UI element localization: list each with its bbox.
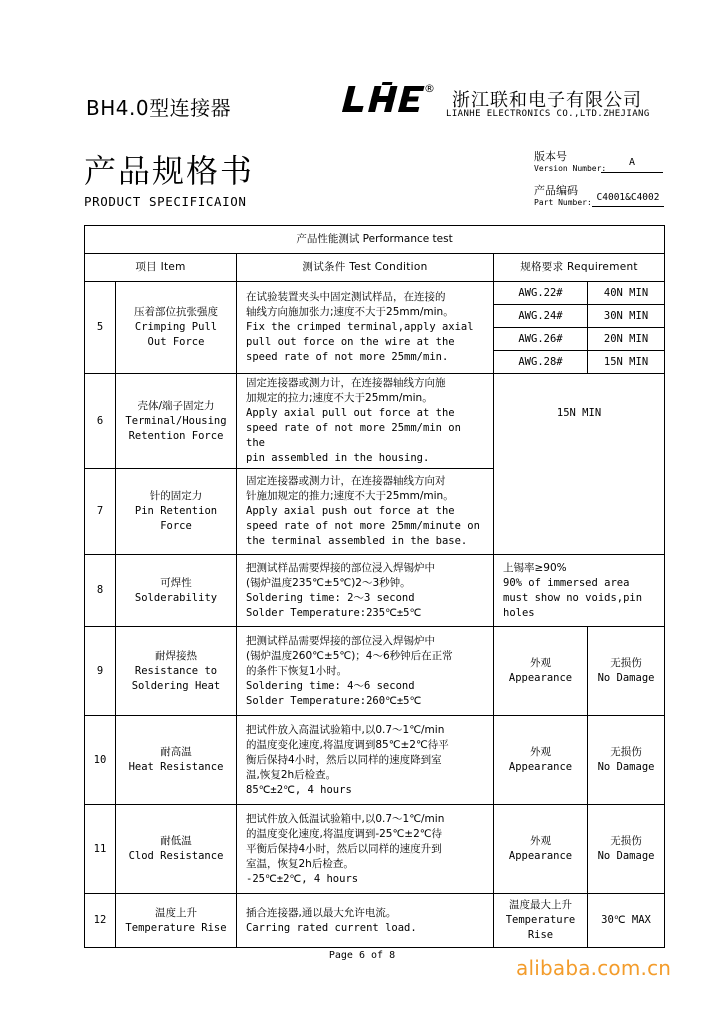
condition-line: Carring rated current load.: [246, 921, 417, 934]
item-cn: 温度上升: [155, 906, 197, 919]
item-en: Clod Resistance: [128, 850, 224, 862]
condition-line: speed rate of not more 25mm/min on the: [246, 422, 461, 449]
item-cn: 压着部位抗张强度: [134, 306, 218, 318]
header-item: 项目 Item: [85, 254, 237, 282]
item-en: Heat Resistance: [128, 761, 224, 773]
condition-line: Solder Temperature:235℃±5℃: [246, 606, 422, 619]
registered-mark: ®: [424, 82, 435, 95]
criteria-en: No Damage: [597, 850, 655, 862]
requirement-line: holes: [503, 606, 535, 619]
awg-gauge: AWG.22#: [494, 282, 588, 305]
criteria-cn: 无损伤: [610, 746, 642, 758]
item-en: Solderability: [134, 591, 218, 604]
requirement-cell: [494, 555, 665, 627]
condition-line: Soldering time: 2～3 second: [246, 591, 415, 604]
table-title: 产品性能测试 Performance test: [85, 226, 665, 254]
condition-line: 把测试样品需要焊接的部位浸入焊锡炉中: [246, 561, 435, 574]
condition-cell: [237, 716, 494, 805]
condition-line: 插合连接器,通以最大允许电流。: [246, 906, 397, 919]
lhe-logo: [336, 80, 436, 120]
aspect-cn: 外观: [530, 835, 551, 847]
aspect-en: Appearance: [508, 761, 573, 773]
part-label-en: Part Number:: [534, 198, 592, 207]
table-row: [85, 374, 665, 469]
condition-line: 温,恢复2h后检查。: [246, 768, 337, 781]
table-row: [85, 894, 665, 948]
item-cn: 可焊性: [160, 576, 192, 589]
requirement-line: 上锡率≥90%: [503, 561, 567, 574]
aspect-en: Rise: [527, 929, 554, 941]
item-cn: 耐焊接热: [155, 649, 197, 662]
condition-line: 平衡后保持4小时，然后以同样的速度升到: [246, 842, 442, 855]
page-number: Page 6 of 8: [328, 950, 396, 961]
row-number: 8: [85, 555, 116, 627]
table-row: [85, 627, 665, 716]
table-title-row: [85, 226, 665, 254]
condition-line: 在试验装置夹头中固定测试样品，在连接的: [246, 291, 446, 303]
item-cn: 耐低温: [160, 835, 192, 847]
item-cell: [116, 894, 237, 948]
version-label-cn: 版本号: [534, 150, 567, 163]
part-value: C4001&C4002: [592, 192, 664, 207]
watermark: alibaba.com.cn: [516, 956, 672, 980]
condition-line: 室温，恢复2h后检查。: [246, 857, 354, 870]
requirement-line: must show no voids,pin: [503, 591, 643, 604]
condition-line: the terminal assembled in the base.: [246, 535, 468, 547]
part-label-cn: 产品编码: [534, 184, 578, 197]
condition-line: pin assembled in the housing.: [246, 452, 430, 464]
item-cell: [116, 716, 237, 805]
item-cn: 壳体/端子固定力: [137, 399, 215, 412]
company-name-cn: 浙江联和电子有限公司: [452, 90, 642, 111]
row-number: 11: [85, 805, 116, 894]
condition-line: pull out force on the wire at the: [246, 336, 455, 348]
item-cell: [116, 469, 237, 555]
condition-line: speed rate of not more 25mm/min.: [246, 351, 449, 363]
item-en: Temperature Rise: [125, 921, 227, 934]
awg-force: 40N MIN: [588, 282, 665, 305]
header-requirement: 规格要求 Requirement: [494, 254, 665, 282]
aspect-en: Temperature: [505, 914, 576, 926]
row-number: 12: [85, 894, 116, 948]
item-en: Terminal/Housing: [125, 414, 227, 427]
version-label-en: Version Number:: [534, 164, 607, 173]
condition-line: 把试件放入低温试验箱中,以0.7～1℃/min: [246, 812, 445, 825]
spec-title-cn: 产品规格书: [84, 152, 255, 190]
condition-line: 85℃±2℃, 4 hours: [246, 783, 352, 796]
header-condition: 测试条件 Test Condition: [237, 254, 494, 282]
condition-cell: [237, 469, 494, 555]
condition-line: Fix the crimped terminal,apply axial: [246, 321, 474, 333]
condition-cell: [237, 627, 494, 716]
condition-line: (锡炉温度260℃±5℃)；4～6秒钟后在正常: [246, 649, 453, 662]
version-value: A: [601, 157, 663, 173]
logo-accent: [382, 82, 393, 85]
condition-line: Apply axial pull out force at the: [246, 407, 455, 419]
requirement-aspect: [494, 627, 588, 716]
aspect-en: Appearance: [508, 672, 573, 684]
condition-cell: [237, 894, 494, 948]
item-cell: [116, 282, 237, 374]
table-row: [85, 282, 665, 305]
condition-line: speed rate of not more 25mm/minute on: [246, 520, 480, 532]
table-row: [85, 805, 665, 894]
condition-line: 衡后保持4小时，然后以同样的速度降到室: [246, 753, 442, 766]
condition-line: Apply axial push out force at the: [246, 505, 455, 517]
condition-line: 加规定的拉力;速度不大于25mm/min。: [246, 392, 433, 404]
company-name-en: LIANHE ELECTRONICS CO.,LTD.ZHEJIANG: [446, 109, 650, 119]
requirement-aspect: [494, 716, 588, 805]
condition-line: 针施加规定的推力;速度不大于25mm/min。: [246, 490, 454, 502]
condition-line: Solder Temperature:260℃±5℃: [246, 694, 422, 707]
item-cell: [116, 805, 237, 894]
condition-line: 的条件下恢复1小时。: [246, 664, 348, 677]
criteria-cn: 无损伤: [610, 657, 642, 669]
product-name: BH4.0型连接器: [86, 96, 232, 120]
awg-gauge: AWG.24#: [494, 305, 588, 328]
requirement-criteria: [588, 627, 665, 716]
row-number: 10: [85, 716, 116, 805]
requirement-aspect: [494, 805, 588, 894]
condition-line: (锡炉温度235℃±5℃)2～3秒钟。: [246, 576, 411, 589]
condition-line: 的温度变化速度,将温度调到85℃±2℃待平: [246, 738, 449, 751]
aspect-cn: 外观: [530, 657, 551, 669]
condition-cell: [237, 805, 494, 894]
awg-gauge: AWG.26#: [494, 328, 588, 351]
spec-title-en: PRODUCT SPECIFICAION: [84, 194, 247, 209]
condition-line: 轴线方向施加张力;速度不大于25mm/min。: [246, 306, 454, 318]
requirement-line: 90% of immersed area: [503, 576, 630, 589]
item-en: Resistance to: [134, 664, 218, 677]
condition-line: 把测试样品需要焊接的部位浸入焊锡炉中: [246, 634, 435, 647]
requirement-cell: [494, 374, 665, 555]
item-en: Soldering Heat: [131, 679, 221, 692]
requirement-value: 15N MIN: [556, 407, 602, 419]
item-en: Force: [160, 520, 192, 532]
item-en: Crimping Pull Out Force: [134, 321, 218, 348]
table-row: [85, 716, 665, 805]
condition-cell: [237, 555, 494, 627]
condition-cell: [237, 374, 494, 469]
awg-force: 30N MIN: [588, 305, 665, 328]
condition-line: 固定连接器或测力计，在连接器轴线方向对: [246, 475, 446, 487]
aspect-cn: 外观: [530, 746, 551, 758]
awg-force: 15N MIN: [588, 351, 665, 374]
requirement-aspect: [494, 894, 588, 948]
condition-line: 的温度变化速度,将温度调到-25℃±2℃待: [246, 827, 443, 840]
row-number: 7: [85, 469, 116, 555]
row-number: 6: [85, 374, 116, 469]
item-cn: 针的固定力: [149, 490, 203, 502]
awg-gauge: AWG.28#: [494, 351, 588, 374]
performance-test-table: [84, 225, 665, 948]
table-header-row: [85, 254, 665, 282]
requirement-criteria: 30℃ MAX: [588, 894, 665, 948]
criteria-en: No Damage: [597, 761, 655, 773]
condition-cell: [237, 282, 494, 374]
requirement-criteria: [588, 716, 665, 805]
row-number: 9: [85, 627, 116, 716]
awg-force: 20N MIN: [588, 328, 665, 351]
criteria-cn: 无损伤: [610, 835, 642, 847]
aspect-cn: 温度最大上升: [509, 899, 572, 911]
item-cell: [116, 555, 237, 627]
condition-line: 把试件放入高温试验箱中,以0.7～1℃/min: [246, 723, 445, 736]
item-en: Pin Retention: [134, 505, 218, 517]
condition-line: 固定连接器或测力计，在连接器轴线方向施: [246, 377, 446, 389]
requirement-criteria: [588, 805, 665, 894]
row-number: 5: [85, 282, 116, 374]
aspect-en: Appearance: [508, 850, 573, 862]
item-cn: 耐高温: [160, 746, 192, 758]
item-cell: [116, 374, 237, 469]
condition-line: Soldering time: 4～6 second: [246, 679, 415, 692]
condition-line: -25℃±2℃, 4 hours: [246, 872, 359, 885]
item-en: Retention Force: [128, 429, 224, 442]
item-cell: [116, 627, 237, 716]
criteria-en: No Damage: [597, 672, 655, 684]
table-row: [85, 555, 665, 627]
